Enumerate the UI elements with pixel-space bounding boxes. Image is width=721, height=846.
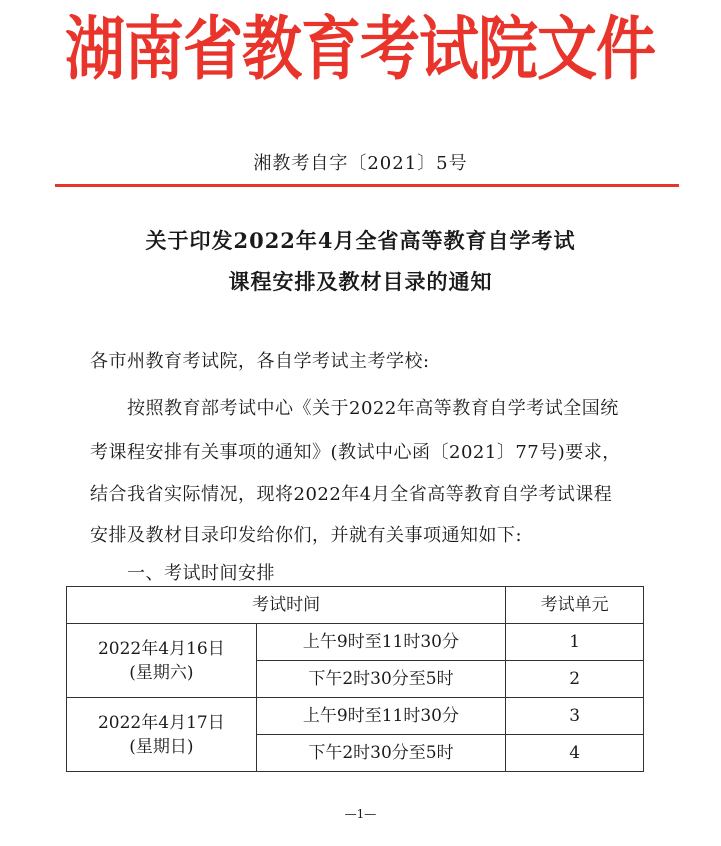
page-number: —1— [344, 807, 377, 821]
session-time: 下午2时30分至5时 [256, 661, 506, 698]
exam-weekday: (星期日) [129, 736, 194, 757]
exam-date: 2022年4月16日 [97, 638, 225, 659]
section-heading: 一、考试时间安排 [127, 563, 275, 584]
title-line-1: 关于印发2022年4月全省高等教育自学考试 [145, 228, 576, 253]
table-row [67, 698, 644, 735]
body-line: 结合我省实际情况，现将2022年4月全省高等教育自学考试课程 [90, 484, 613, 505]
table-header-row [67, 587, 644, 624]
date-cell [67, 624, 257, 698]
title-line-2: 课程安排及教材目录的通知 [228, 269, 493, 294]
session-unit: 3 [506, 698, 644, 735]
body-line: 按照教育部考试中心《关于2022年高等教育自学考试全国统 [127, 398, 619, 419]
session-unit: 1 [506, 624, 644, 661]
salutation: 各市州教育考试院，各自学考试主考学校: [90, 351, 430, 372]
red-masthead: 湖南省教育考试院文件 [65, 9, 655, 90]
body-line: 安排及教材目录印发给你们，并就有关事项通知如下: [90, 525, 523, 546]
exam-date: 2022年4月17日 [97, 712, 225, 733]
session-unit: 2 [506, 661, 644, 698]
header-exam-unit: 考试单元 [506, 587, 644, 624]
exam-schedule-table [66, 586, 644, 772]
session-time: 上午9时至11时30分 [256, 624, 506, 661]
session-unit: 4 [506, 735, 644, 772]
header-exam-time: 考试时间 [67, 587, 506, 624]
body-line: 考课程安排有关事项的通知》(教试中心函〔2021〕77号)要求， [90, 442, 621, 463]
date-cell [67, 698, 257, 772]
session-time: 下午2时30分至5时 [256, 735, 506, 772]
red-divider-line [55, 184, 679, 187]
table-row [67, 624, 644, 661]
session-time: 上午9时至11时30分 [256, 698, 506, 735]
exam-weekday: (星期六) [129, 662, 194, 683]
document-number: 湘教考自字〔2021〕5号 [253, 153, 468, 174]
